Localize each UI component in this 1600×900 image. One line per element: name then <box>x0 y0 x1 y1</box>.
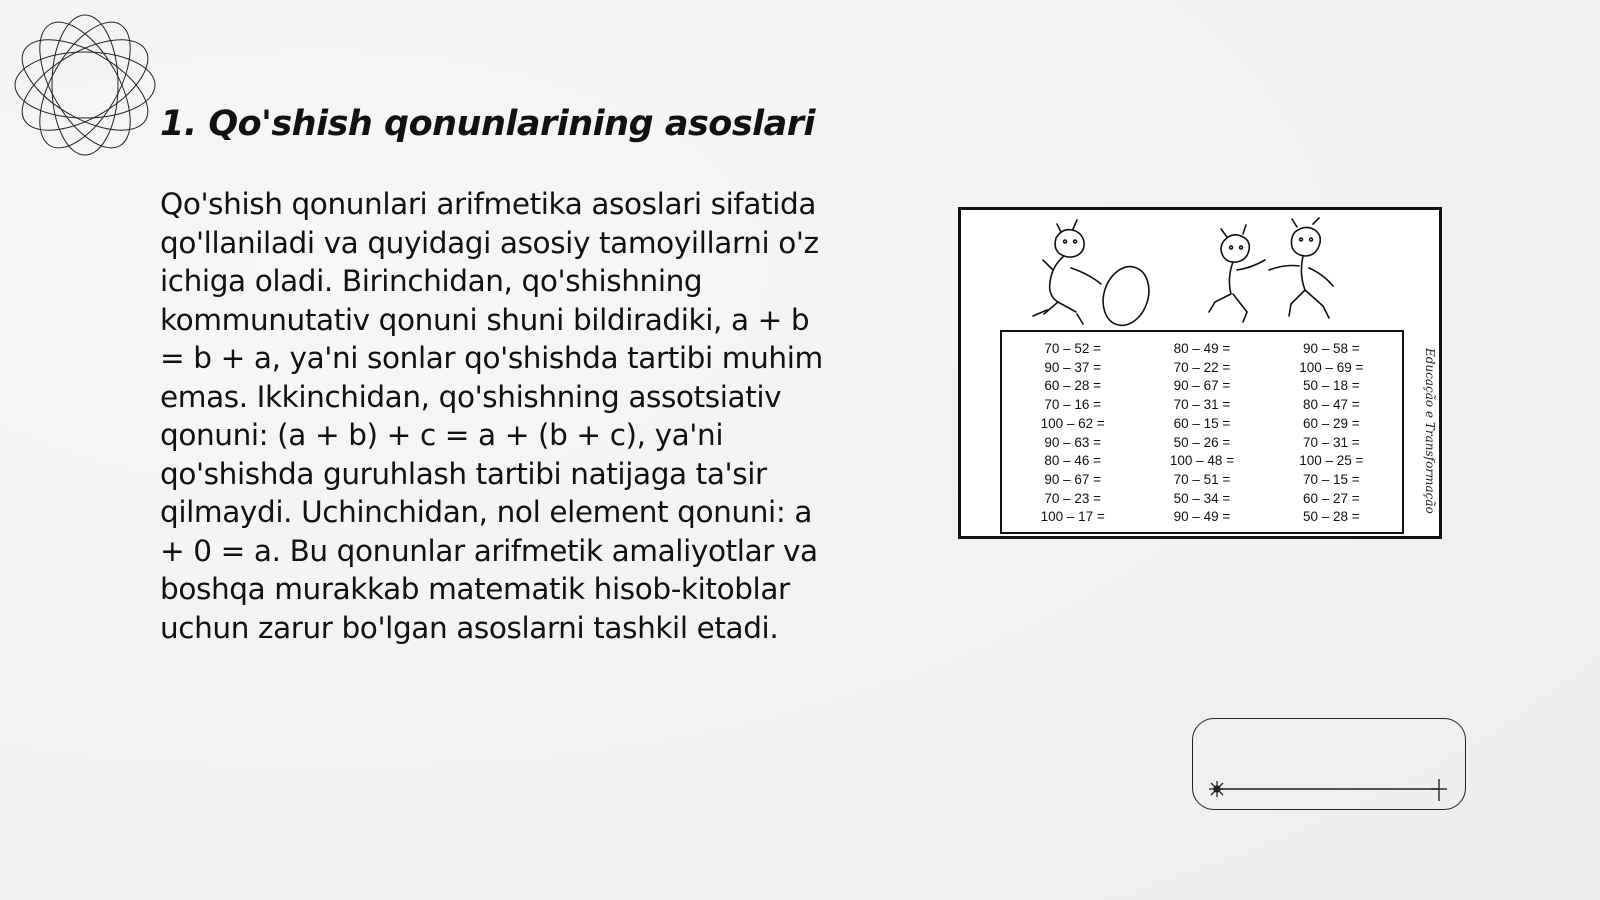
table-cell: 90 – 37 = <box>1044 359 1101 375</box>
spirograph-ornament-icon <box>10 10 160 160</box>
table-cell: 60 – 28 = <box>1044 378 1101 394</box>
table-cell: 60 – 27 = <box>1302 490 1360 506</box>
table-cell: 90 – 63 = <box>1044 434 1101 450</box>
nav-line <box>1193 719 1467 811</box>
table-cell: 80 – 49 = <box>1173 341 1231 356</box>
cartoon-goats-illustration <box>961 210 1439 330</box>
table-cell: 50 – 34 = <box>1173 490 1231 506</box>
table-cell: 50 – 26 = <box>1173 434 1231 450</box>
cross-star-icon <box>1431 779 1447 801</box>
table-cell: 70 – 23 = <box>1044 490 1101 506</box>
worksheet-side-caption: Educação e Transformação <box>1423 348 1437 514</box>
body-paragraph: Qo'shish qonunlari arifmetika asoslari sifatida qo'llaniladi va quyidagi asosiy tamoyillarni o'z ichiga oladi. Birinchidan, qo'shishning kommunutativ qonuni shuni bildiradiki, a + b = b + a, ya'ni sonlar qo'shishda tartibi muhim emas. Ikkinchidan, qo'shishning assotsiativ qonuni: (a + b) + c = a + (b + c), ya'ni qo'shishda guruhlash tartibi natijaga ta'sir qilmaydi. Uchinchidan, nol element qonuni: a + 0 = a. Bu qonunlar arifmetik amaliyotlar va boshqa murakkab matematik hisob-kitoblar uchun zarur bo'lgan asoslarni tashkil etadi. <box>160 187 823 645</box>
table-cell: 90 – 67 = <box>1044 471 1101 487</box>
page-title: 1. Qo'shish qonunlarining asoslari <box>160 104 816 144</box>
subtraction-table <box>1000 330 1404 534</box>
table-cell: 60 – 29 = <box>1302 415 1360 431</box>
table-column <box>1008 340 1137 527</box>
table-cell: 90 – 49 = <box>1173 509 1231 525</box>
table-cell: 70 – 51 = <box>1173 471 1231 487</box>
table-cell: 90 – 67 = <box>1173 378 1231 394</box>
table-column <box>1137 340 1266 527</box>
table-cell: 50 – 28 = <box>1302 509 1360 525</box>
navigation-box[interactable] <box>1192 718 1466 810</box>
table-cell: 100 – 62 = <box>1040 415 1105 431</box>
table-cell: 100 – 48 = <box>1169 453 1235 469</box>
table-cell: 100 – 69 = <box>1299 359 1364 375</box>
table-cell: 60 – 15 = <box>1173 415 1231 431</box>
table-column <box>1267 340 1396 527</box>
table-cell: 70 – 22 = <box>1173 359 1231 375</box>
sparkle-icon <box>1209 781 1225 797</box>
table-cell: 100 – 17 = <box>1040 509 1105 525</box>
table-cell: 70 – 31 = <box>1302 434 1360 450</box>
table-cell: 70 – 16 = <box>1044 397 1101 413</box>
table-cell: 80 – 47 = <box>1302 397 1360 413</box>
table-cell: 70 – 31 = <box>1173 397 1231 413</box>
table-cell: 90 – 58 = <box>1302 341 1360 356</box>
worksheet-image <box>958 207 1442 539</box>
table-cell: 70 – 52 = <box>1044 341 1101 356</box>
table-cell: 80 – 46 = <box>1044 453 1101 469</box>
table-cell: 50 – 18 = <box>1302 378 1360 394</box>
table-cell: 100 – 25 = <box>1299 453 1364 469</box>
table-cell: 70 – 15 = <box>1302 471 1360 487</box>
